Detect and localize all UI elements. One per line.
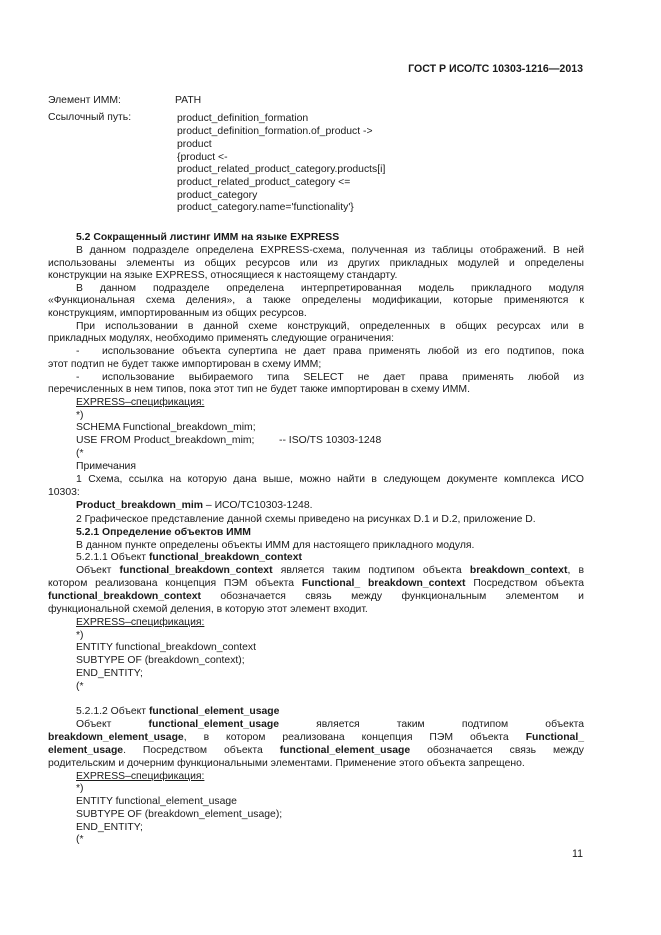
- ref-path-label: Ссылочный путь:: [48, 112, 132, 123]
- list-dash: -: [76, 346, 80, 357]
- code-line: SUBTYPE OF (breakdown_element_usage);: [76, 809, 283, 820]
- entity-name: element_usage: [48, 745, 124, 756]
- ref-path-line: product_definition_formation.of_product ->: [177, 126, 373, 137]
- entity-name: functional_breakdown_context: [48, 591, 201, 602]
- paragraph-line: родительским и дочерним функциональными элементами. Применение этого объекта запрещено.: [48, 758, 525, 769]
- code-line: *): [76, 410, 84, 421]
- paragraph-line: В данном пункте определены объекты ИММ для настоящего прикладного модуля.: [76, 540, 475, 551]
- express-spec-label: EXPRESS–спецификация:: [76, 617, 205, 628]
- paragraph-line: [76, 565, 584, 577]
- paragraph-line: [48, 732, 584, 744]
- text-run: , в: [567, 565, 585, 576]
- clause-title: [76, 706, 661, 718]
- text-run: , в котором реализована концепция ПЭМ объекта: [183, 732, 526, 743]
- ref-path-line: product_category: [177, 190, 258, 201]
- paragraph-line: функциональной схемой деления, в которую этот элемент входит.: [48, 604, 368, 615]
- paragraph-line: использованы элементы из общих ресурсов или из других прикладных модулей и определены: [48, 258, 584, 269]
- text-run: является: [316, 719, 360, 730]
- express-spec-label: EXPRESS–спецификация:: [76, 771, 205, 782]
- section-title: 5.2 Сокращенный листинг ИММ на языке EXPRESS: [76, 232, 340, 243]
- entity-name: breakdown_element_usage: [48, 732, 184, 743]
- clause-number: 5.2.1.2 Объект: [76, 706, 149, 717]
- entity-name: functional_element_usage: [279, 745, 411, 756]
- entity-name: functional_breakdown_context: [148, 552, 302, 563]
- list-dash: -: [76, 372, 80, 383]
- express-spec-label: EXPRESS–спецификация:: [76, 397, 205, 408]
- note-reference-name: Product_breakdown_mim: [76, 500, 204, 511]
- entity-name: breakdown_context: [469, 565, 568, 576]
- ref-path-line: product_related_product_category <=: [177, 177, 351, 188]
- list-item-line: перечисленных в нем типов, пока этот тип не будет также импортирован в схему ИММ.: [48, 384, 470, 395]
- list-item-line: использование объекта супертипа не дает права применять любой из его подтипов, пока: [102, 346, 584, 357]
- paragraph-line: [48, 591, 584, 603]
- text-run: котором реализована концепция ПЭМ объекта: [48, 578, 302, 589]
- document-header: ГОСТ Р ИСО/ТС 10303-1216—2013: [408, 63, 583, 75]
- text-run: Объект: [76, 719, 112, 730]
- entity-name: Functional_: [525, 732, 584, 743]
- note-reference-doc: – ИСО/ТС10303-1248.: [203, 500, 313, 511]
- code-line: SCHEMA Functional_breakdown_mim;: [76, 422, 256, 433]
- clause-title: [76, 552, 661, 564]
- paragraph-line: В данном подразделе определена интерпретированная модель прикладного модуля: [76, 283, 584, 294]
- ref-path-line: {product <-: [177, 152, 228, 163]
- paragraph-line: При использовании в данной схеме конструкций, определенных в общих ресурсах или в: [76, 321, 584, 332]
- clause-number: 5.2.1.1 Объект: [76, 552, 149, 563]
- code-line: ENTITY functional_breakdown_context: [76, 642, 257, 653]
- note-line: 2 Графическое представление данной схемы приведено на рисунках D.1 и D.2, приложение D.: [76, 514, 536, 525]
- text-run: обозначается связь между функциональным элементом и: [201, 591, 584, 602]
- code-line: (*: [76, 448, 84, 459]
- text-run: . Посредством объекта: [123, 745, 280, 756]
- text-run: обозначается связь между: [410, 745, 584, 756]
- ref-path-line: product_definition_formation: [177, 113, 309, 124]
- notes-title: Примечания: [76, 461, 136, 472]
- text-run: таким: [396, 719, 425, 730]
- entity-name: functional_breakdown_context: [119, 565, 273, 576]
- text-run: является таким подтипом объекта: [272, 565, 470, 576]
- paragraph-line: конструкции на языке EXPRESS, относящиеся к настоящему стандарту.: [48, 270, 398, 281]
- paragraph-line: В данном подразделе определена EXPRESS-схема, полученная из таблицы отображений. В ней: [76, 245, 584, 256]
- code-line: (*: [76, 834, 84, 845]
- list-item-line: этот подтип не будет также импортирован в схему ИММ;: [48, 359, 322, 370]
- paragraph-line: конструкциям, импортированным из общих ресурсов.: [48, 308, 307, 319]
- paragraph-line: [48, 745, 584, 757]
- text-run: Посредством объекта: [465, 578, 584, 589]
- paragraph-line: [76, 719, 584, 731]
- entity-name: Functional_ breakdown_context: [301, 578, 466, 589]
- note-reference: [76, 500, 661, 512]
- list-item-line: использование выбираемого типа SELECT не дает права применять любой из: [102, 372, 584, 383]
- ref-path-line: product_related_product_category.products[i]: [177, 164, 386, 175]
- paragraph-line: [48, 578, 584, 590]
- text-run: объекта: [545, 719, 585, 730]
- paragraph-line: прикладных модулях, необходимо применять следующие ограничения:: [48, 333, 395, 344]
- text-run: Объект: [76, 565, 120, 576]
- code-line: USE FROM Product_breakdown_mim;: [76, 435, 255, 446]
- code-line: END_ENTITY;: [76, 822, 143, 833]
- paragraph-line: «Функциональная схема деления», а также определены модификации, которые применяются к: [48, 295, 584, 306]
- code-line: *): [76, 630, 84, 641]
- ref-path-line: product: [177, 139, 212, 150]
- ref-path-line: product_category.name='functionality'}: [177, 202, 354, 213]
- code-line: SUBTYPE OF (breakdown_context);: [76, 655, 245, 666]
- subsection-title: 5.2.1 Определение объектов ИММ: [76, 527, 251, 538]
- code-line: (*: [76, 681, 84, 692]
- code-line: END_ENTITY;: [76, 668, 143, 679]
- note-line: 1 Схема, ссылка на которую дана выше, можно найти в следующем документе комплекса ИСО: [76, 474, 584, 485]
- code-line: *): [76, 783, 84, 794]
- entity-name: functional_element_usage: [148, 706, 280, 717]
- code-comment: -- ISO/TS 10303-1248: [279, 435, 382, 446]
- text-run: подтипом: [461, 719, 509, 730]
- element-label: Элемент ИММ:: [48, 95, 121, 106]
- element-value: PATH: [175, 95, 202, 106]
- entity-name: functional_element_usage: [148, 719, 280, 730]
- code-line: ENTITY functional_element_usage: [76, 796, 237, 807]
- note-line: 10303:: [48, 487, 80, 498]
- page-number: 11: [572, 848, 583, 860]
